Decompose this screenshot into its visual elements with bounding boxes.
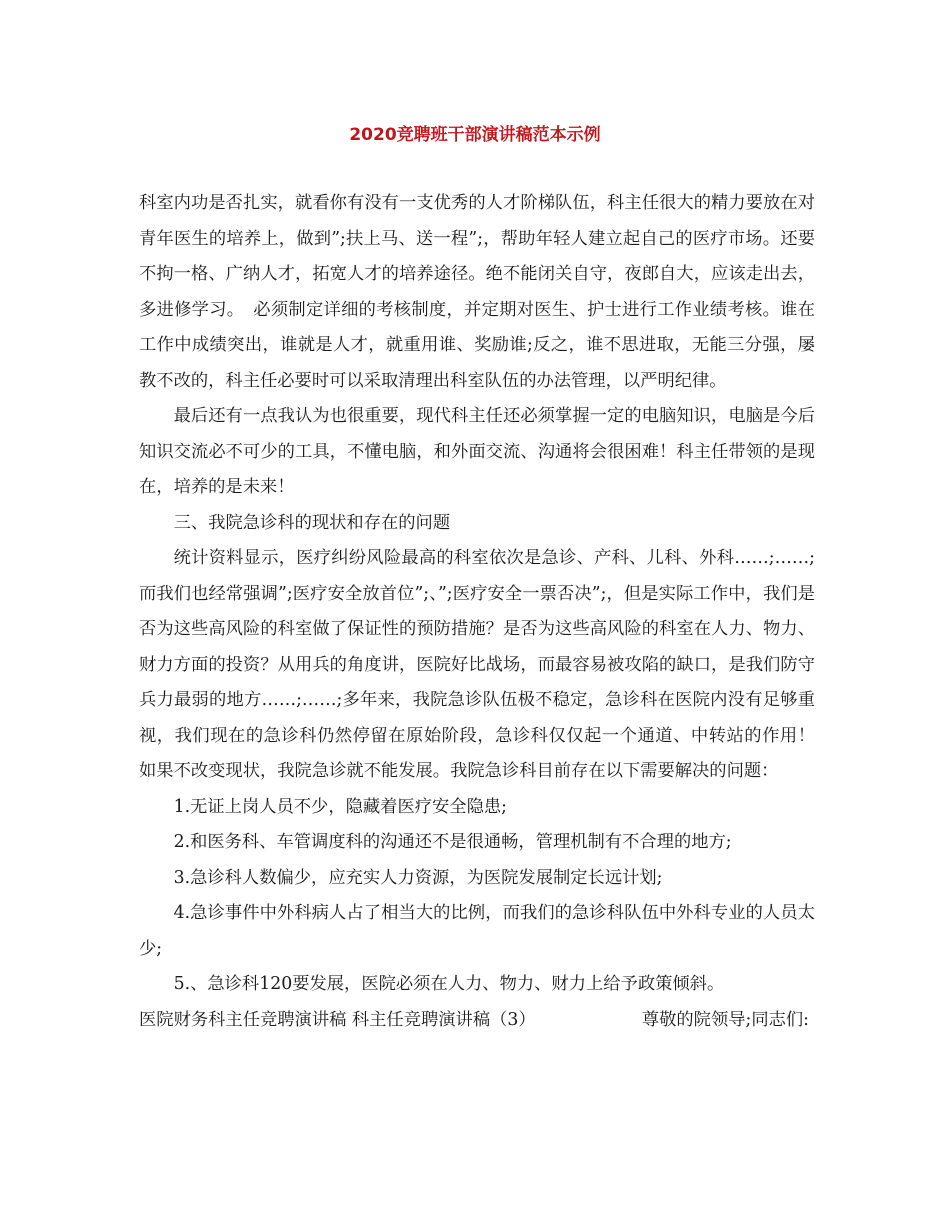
paragraph-emergency-status: 统计资料显示，医疗纠纷风险最高的科室依次是急诊、产科、儿科、外科……;……;而我们也经常强调”;医疗安全放首位”;、”;医疗安全一票否决”;，但是实际工作中，我们是否为这些高风险的科室做了保证性的预防措施？是否为这些高风险的科室在人力、物力、财力方面的投资？从用兵的角度讲，医院好比战场，而最容易被攻陷的缺口，是我们防守兵力最弱的地方……;……;多年来，我院急诊队伍极不稳定，急诊科在医院内没有足够重视，我们现在的急诊科仍然停留在原始阶段，急诊科仅仅起一个通道、中转站的作用！ 如果不改变现状，我院急诊就不能发展。我院急诊科目前存在以下需要解决的问题： — [139, 548, 833, 781]
list-item-4: 4.急诊事件中外科病人占了相当大的比例，而我们的急诊科队伍中外科专业的人员太少; — [139, 903, 815, 959]
list-item-3: 3.急诊科人数偏少，应充实人力资源，为医院发展制定长远计划; — [173, 867, 663, 888]
document-body — [139, 186, 833, 1038]
list-item-1: 1.无证上岗人员不少，隐藏着医疗安全隐患; — [173, 796, 507, 817]
footer-line — [139, 1003, 815, 1039]
document-title: 2020竞聘班干部演讲稿范本示例 — [349, 125, 601, 145]
section-heading-emergency: 三、我院急诊科的现状和存在的问题 — [173, 512, 451, 533]
list-item-2: 2.和医务科、车管调度科的沟通还不是很通畅，管理机制有不合理的地方; — [173, 832, 732, 852]
paragraph-talent-team: 科室内功是否扎实，就看你有没有一支优秀的人才阶梯队伍，科主任很大的精力要放在对青年医生的培养上，做到”;扶上马、送一程”;，帮助年轻人建立起自己的医疗市场。还要不拘一格、广纳人才，拓宽人才的培养途径。绝不能闭关自守，夜郎自大，应该走出去，多进修学习。 必须制定详细的考核制度，并定期对医生、护士进行工作业绩考核。谁在工作中成绩突出，谁就是人才，就重用谁、奖励谁;反之，谁不思进取，无能三分强，屡教不改的，科主任必要时可以采取清理出科室队伍的办法管理，以严明纪律。 — [139, 193, 815, 391]
paragraph-computer-knowledge: 最后还有一点我认为也很重要，现代科主任还必须掌握一定的电脑知识，电脑是今后知识交流必不可少的工具，不懂电脑，和外面交流、沟通将会很困难！科主任带领的是现在，培养的是未来！ — [139, 406, 815, 497]
list-item-5: 5.、急诊科120要发展，医院必须在人力、物力、财力上给予政策倾斜。 — [173, 974, 725, 994]
footer-left-text: 医院财务科主任竞聘演讲稿 科主任竞聘演讲稿（3） — [139, 1009, 536, 1030]
footer-right-text: 尊敬的院领导;同志们: — [641, 1009, 809, 1030]
